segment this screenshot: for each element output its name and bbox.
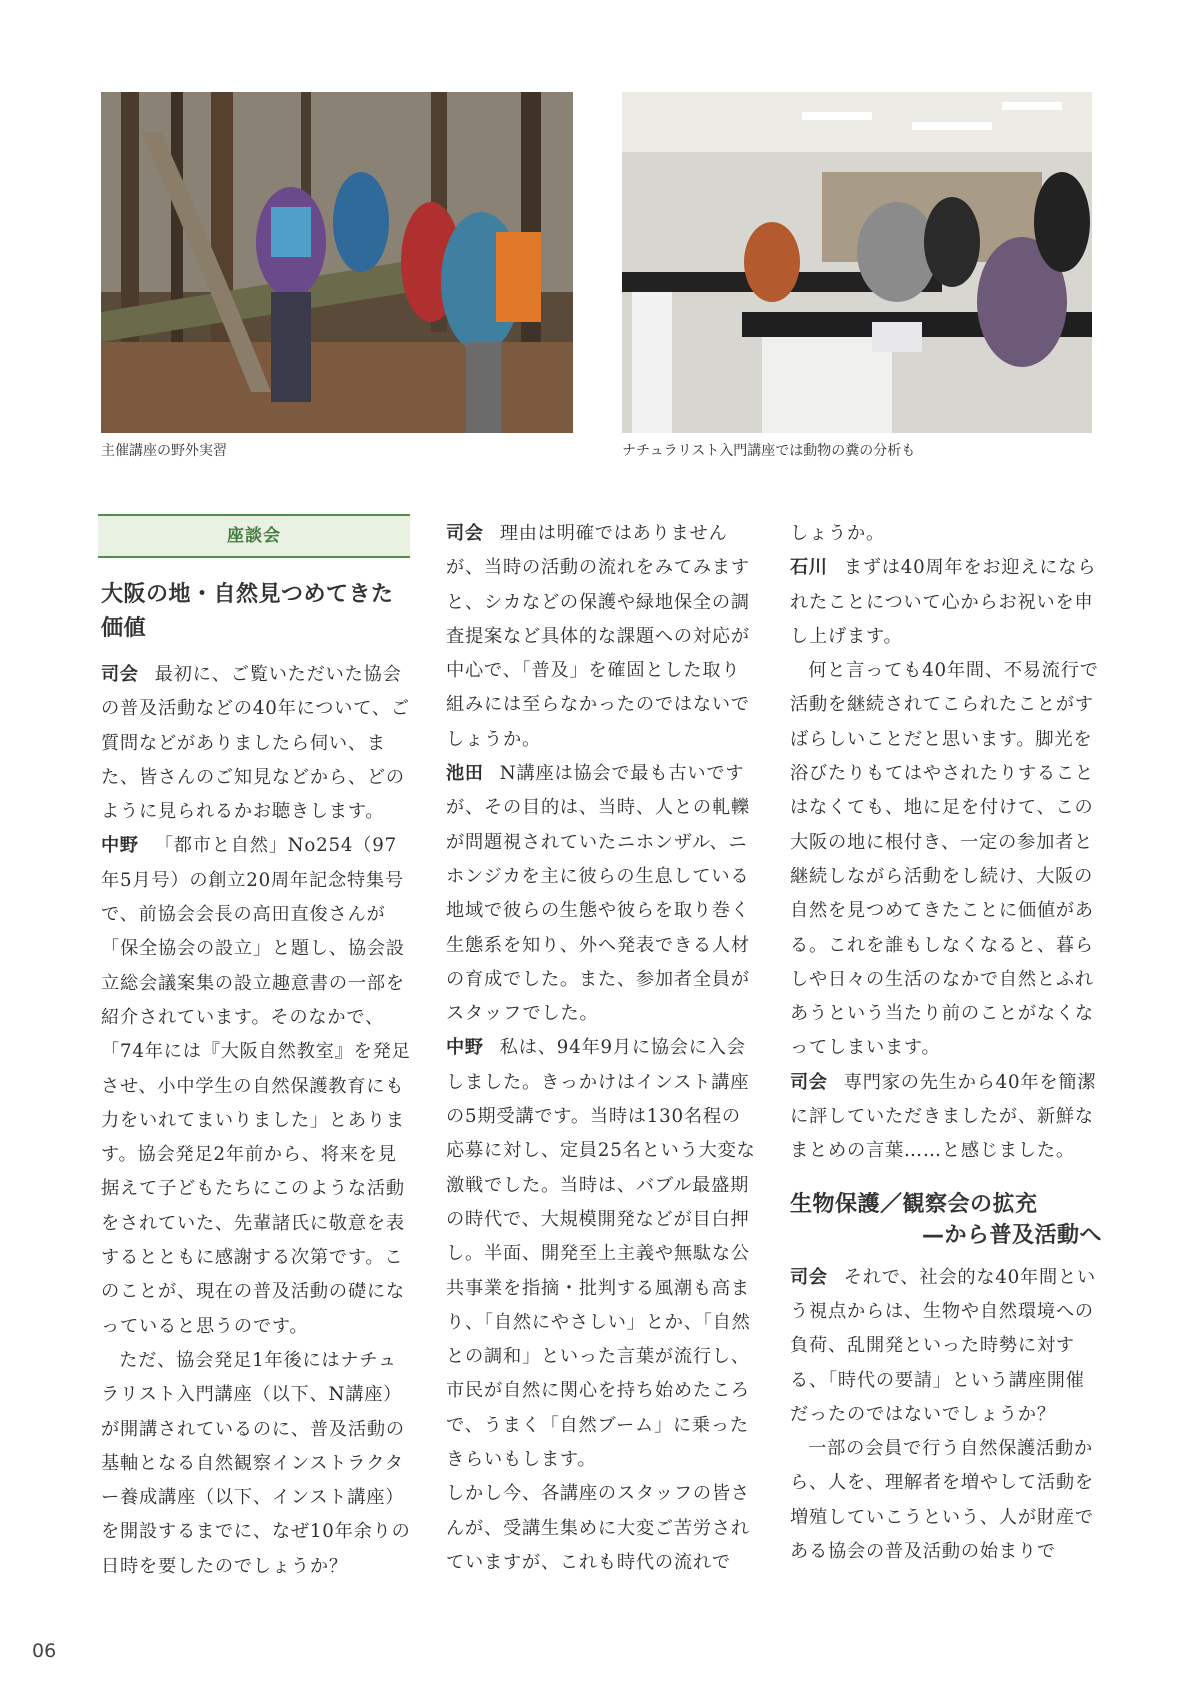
paragraph <box>790 1066 1102 1169</box>
speaker-name: 司会 <box>101 664 139 685</box>
paragraph-text: それで、社会的な40年間という視点からは、生物や自然環境への負荷、乱開発といった時勢に対する、「時代の要請」という講座開催だったのではないでしょうか？ <box>790 1266 1096 1425</box>
heading-line-1: 生物保護／観察会の拡充 <box>790 1191 1038 1217</box>
heading-osaka-nature-value: 大阪の地・自然見つめてきた価値 <box>101 582 394 641</box>
section-label: 座談会 <box>98 514 410 558</box>
paragraph <box>101 658 413 829</box>
paragraph-text: しょうか。 <box>790 523 885 544</box>
paragraph <box>446 517 758 757</box>
speaker-name: 司会 <box>790 1266 828 1288</box>
paragraph <box>790 1261 1102 1432</box>
page-number: 06 <box>32 1640 57 1662</box>
paragraph-text: 「都市と自然」No254（97年5月号）の創立20周年記念特集号で、前協会会長の高田直俊さんが「保全協会の設立」と題し、協会設立総会議案集の設立趣意書の一部を紹介されています。そのなかで、「74年には『大阪自然教室』を発足させ、小中学生の自然保護教育にも力をいれてまいりました」とあります。協会発足2年前から、将来を見据えて子どもたちにこのような活動をされていた、先輩諸氏に敬意を表するとともに感謝する次第です。このことが、現在の普及活動の礎になっていると思うのです。 <box>101 835 411 1337</box>
speaker-name: 池田 <box>446 763 484 785</box>
speaker-name: 司会 <box>446 523 484 544</box>
paragraph-text: 理由は明確ではありませんが、当時の活動の流れをみてみますと、シカなどの保護や緑地保全の調査提案など具体的な課題への対応が中心で、「普及」を確固とした取り組みには至らなかったのではないでしょうか。 <box>446 523 750 750</box>
heading-protection-to-outreach <box>790 1189 1102 1251</box>
text-column-1 <box>101 514 413 1584</box>
photo-caption-left: 主催講座の野外実習 <box>101 443 227 459</box>
paragraph <box>446 757 758 1031</box>
speaker-name: 中野 <box>101 835 139 857</box>
speaker-name: 石川 <box>790 557 828 579</box>
photo-caption-right: ナチュラリスト入門講座では動物の糞の分析も <box>622 443 916 459</box>
paragraph-text: ただ、協会発足1年後にはナチュラリスト入門講座（以下、N講座）が開講されているのに、普及活動の基軸となる自然観察インストラクター養成講座（以下、インスト講座）を開設するまでに、なぜ10年余りの日時を要したのでしょうか？ <box>101 1349 411 1577</box>
paragraph-text: 最初に、ご覧いただいた協会の普及活動などの40年について、ご質問などがありましたら伺い、また、皆さんのご知見などから、どのように見られるかお聴きします。 <box>101 664 410 823</box>
paragraph <box>790 551 1102 654</box>
paragraph-text: 何と言っても40年間、不易流行で活動を継続されてこられたことがすばらしいことだと思います。脚光を浴びたりもてはやされたりすることはなくても、地に足を付けて、この大阪の地に根付き、一定の参加者と継続しながら活動をし続け、大阪の自然を見つめてきたことに価値がある。これを誰もしなくなると、暮らしや日々の生活のなかで自然とふれあうという当たり前のことがなくなってしまいます。 <box>790 660 1099 1059</box>
paragraph <box>446 1031 758 1477</box>
paragraph <box>101 829 413 1343</box>
lab-photo <box>622 92 1092 433</box>
paragraph-text: N講座は協会で最も古いですが、その目的は、当時、人との軋轢が問題視されていたニホンザル、ニホンジカを主に彼らの生息している地域で彼らの生態や彼らを取り巻く生態系を知り、外へ発表できる人材の育成でした。また、参加者全員がスタッフでした。 <box>446 763 750 1025</box>
heading-line-2: —から普及活動へ <box>921 1222 1102 1248</box>
paragraph-text: 一部の会員で行う自然保護活動から、人を、理解者を増やして活動を増殖していこうという、人が財産である協会の普及活動の始まりで <box>790 1438 1094 1563</box>
text-column-2 <box>446 517 758 1580</box>
field-trip-photo <box>101 92 573 433</box>
paragraph-text: しかし今、各講座のスタッフの皆さんが、受講生集めに大変ご苦労されていますが、これも時代の流れで <box>446 1483 750 1573</box>
paragraph-text: まずは40周年をお迎えになられたことについて心からお祝いを申し上げます。 <box>790 557 1097 647</box>
speaker-name: 中野 <box>446 1037 484 1059</box>
paragraph-text: 私は、94年9月に協会に入会しました。きっかけはインスト講座の5期受講です。当時は130名程の応募に対し、定員25名という大変な激戦でした。当時は、バブル最盛期の時代で、大規模開発などが目白押し。半面、開発至上主義や無駄な公共事業を指摘・批判する風潮も高まり、「自然にやさしい」とか、「自然との調和」といった言葉が流行し、市民が自然に関心を持ち始めたころで、うまく「自然ブーム」に乗ったきらいもします。 <box>446 1037 756 1471</box>
text-column-3 <box>790 517 1102 1569</box>
speaker-name: 司会 <box>790 1071 828 1093</box>
paragraph-text: 専門家の先生から40年を簡潔に評していただきましたが、新鮮なまとめの言葉……と感じました。 <box>790 1071 1097 1162</box>
